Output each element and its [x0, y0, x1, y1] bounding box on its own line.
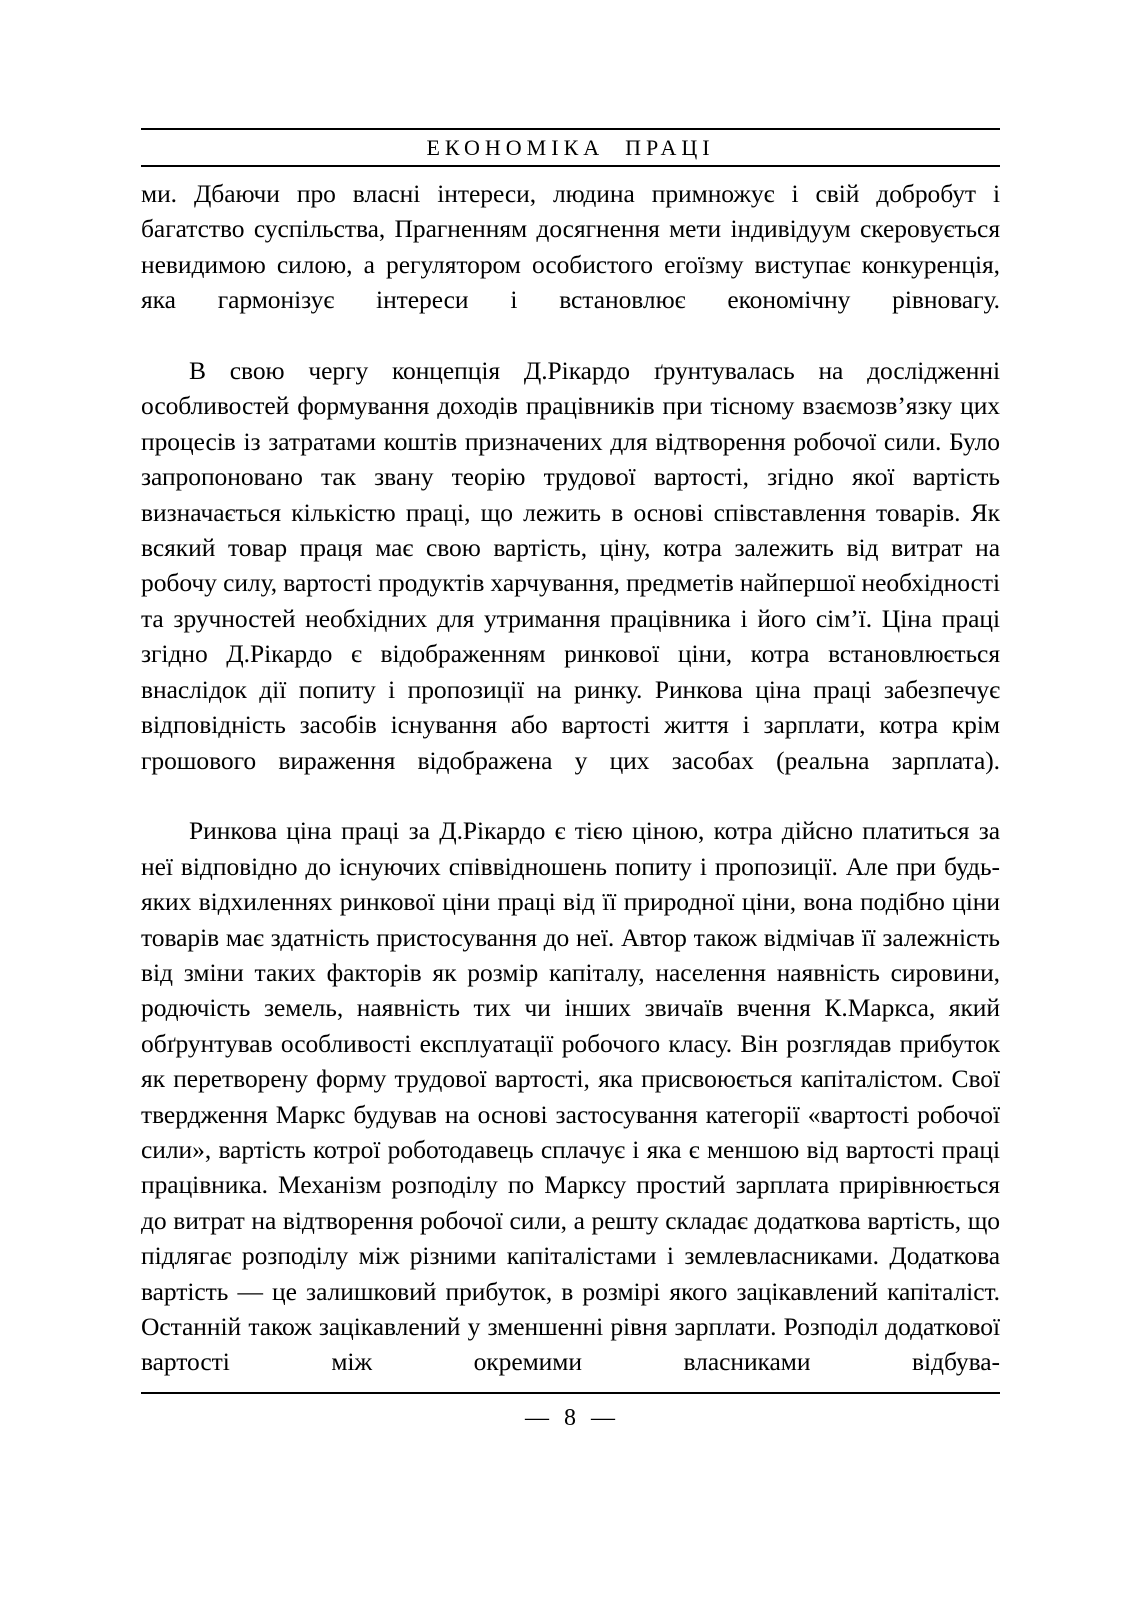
running-head — [141, 128, 1000, 167]
running-head-title: ЕКОНОМІКА ПРАЦІ — [426, 135, 715, 160]
paragraph-ricardo-concept: В свою чергу концепція Д.Рікардо ґрунтувалась на дослідженні особливостей формування доходів працівників при тісному взаємозв’язку цих процесів із затратами коштів призначених для відтворення робочої сили. Було запропоновано так звану теорію трудової вартості, згідно якої вартість визначається кількістю праці, що лежить в основі співставлення товарів. Як всякий товар праця має свою вартість, ціну, котра залежить від витрат на робочу силу, вартості продуктів харчування, предметів найпершої необхідності та зручностей необхідних для утримання працівника і його сім’ї. Ціна праці згідно Д.Рікардо є відображенням ринкової ціни, котра встановлюється внаслідок дії попиту і пропозиції на ринку. Ринкова ціна праці забезпечує відповідність засобів існування або вартості життя і зарплати, котра крім грошового вираження відображена у цих засобах (реальна зарплата). — [141, 356, 1000, 775]
page-footer — [141, 1392, 1000, 1435]
running-head-rule-bottom — [141, 165, 1000, 167]
page-number: — 8 — — [525, 1405, 616, 1431]
body-text-column — [141, 176, 1000, 1415]
paragraph-continued: ми. Дбаючи про власні інтереси, людина примножує і свій добробут і багатство суспільства, Прагненням досягнення мети індивідуум скеровується невидимою силою, а регулятором особистого егоїзму виступає конкуренція, яка гармонізує інтереси і встановлює економічну рівновагу. — [141, 179, 1000, 315]
paragraph-market-price: Ринкова ціна праці за Д.Рікардо є тією ціною, котра дійсно платиться за неї відповідно до існуючих співвідношень попиту і пропозиції. Але при будь-яких відхиленнях ринкової ціни праці від її природної ціни, вона подібно ціни товарів має здатність пристосування до неї. Автор також відмічав її залежність від зміни таких факторів як розмір капіталу, населення наявність сировини, родючість земель, наявність тих чи інших звичаїв вчення К.Маркса, який обґрунтував особливості експлуатації робочого класу. Він розглядав прибуток як перетворену форму трудової вартості, яка присвоюється капіталістом. Свої твердження Маркс будував на основі застосування категорії «вартості робочої сили», вартість котрої роботодавець сплачує і яка є меншою від вартості праці працівника. Механізм розподілу по Марксу простий зарплата прирівнюється до витрат на відтворення робочої сили, а решту складає додаткова вартість, що підлягає розподілу між різними капіталістами і землевласниками. Додаткова вартість — це залишковий прибуток, в розмірі якого зацікавлений капіталіст. Останній також зацікавлений у зменшенні рівня зарплати. Розподіл додаткової вартості між окремими власниками відбува- — [141, 816, 1000, 1377]
